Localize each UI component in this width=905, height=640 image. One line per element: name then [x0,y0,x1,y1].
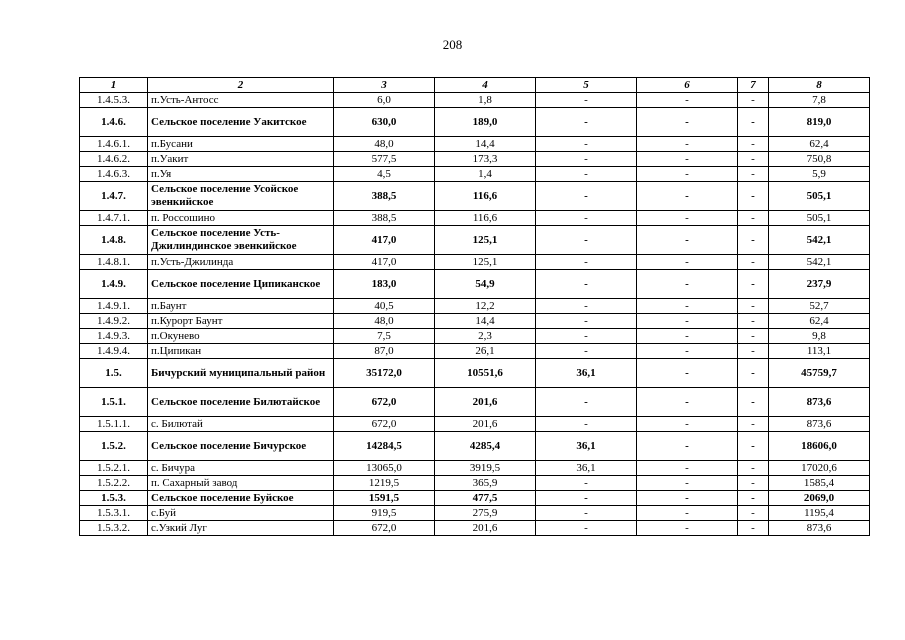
cell-col4: 125,1 [435,226,536,255]
row-code: 1.4.9.3. [80,329,148,344]
cell-col7: - [738,182,769,211]
row-name: п. Россошино [148,211,334,226]
row-code: 1.5.2.1. [80,461,148,476]
cell-col3: 672,0 [334,388,435,417]
table-row [80,137,870,152]
row-code: 1.4.9.4. [80,344,148,359]
cell-col6: - [637,329,738,344]
cell-col7: - [738,521,769,536]
cell-col4: 1,8 [435,93,536,108]
row-name: Сельское поселение Уакитское [148,108,334,137]
cell-col3: 388,5 [334,211,435,226]
cell-col6: - [637,461,738,476]
table-row [80,506,870,521]
cell-col3: 7,5 [334,329,435,344]
row-code: 1.4.6. [80,108,148,137]
table-row [80,491,870,506]
cell-col6: - [637,167,738,182]
cell-col7: - [738,226,769,255]
column-header: 5 [536,78,637,93]
cell-col5: - [536,108,637,137]
cell-col8: 62,4 [769,137,870,152]
cell-col3: 919,5 [334,506,435,521]
table-row [80,314,870,329]
cell-col8: 17020,6 [769,461,870,476]
cell-col6: - [637,182,738,211]
cell-col5: 36,1 [536,359,637,388]
cell-col5: - [536,226,637,255]
row-name: с. Билютай [148,417,334,432]
row-code: 1.5. [80,359,148,388]
cell-col3: 6,0 [334,93,435,108]
cell-col6: - [637,417,738,432]
page-number: 208 [442,37,463,52]
cell-col8: 237,9 [769,270,870,299]
cell-col8: 62,4 [769,314,870,329]
row-code: 1.4.8.1. [80,255,148,270]
cell-col4: 173,3 [435,152,536,167]
cell-col8: 18606,0 [769,432,870,461]
cell-col8: 45759,7 [769,359,870,388]
table-row [80,359,870,388]
cell-col8: 750,8 [769,152,870,167]
row-name: Сельское поселение Билютайское [148,388,334,417]
row-name: Сельское поселение Усойское эвенкийское [148,182,334,211]
cell-col7: - [738,314,769,329]
table-header-row [80,78,870,93]
cell-col5: - [536,152,637,167]
cell-col4: 275,9 [435,506,536,521]
cell-col7: - [738,432,769,461]
cell-col8: 113,1 [769,344,870,359]
row-code: 1.4.9.1. [80,299,148,314]
table-row [80,329,870,344]
row-code: 1.5.2. [80,432,148,461]
cell-col5: - [536,167,637,182]
table-row [80,476,870,491]
cell-col6: - [637,211,738,226]
cell-col7: - [738,167,769,182]
cell-col4: 201,6 [435,521,536,536]
table-row [80,388,870,417]
cell-col3: 577,5 [334,152,435,167]
cell-col5: - [536,388,637,417]
cell-col8: 5,9 [769,167,870,182]
cell-col5: - [536,299,637,314]
table-row [80,255,870,270]
column-header: 7 [738,78,769,93]
cell-col4: 54,9 [435,270,536,299]
cell-col7: - [738,255,769,270]
cell-col8: 542,1 [769,255,870,270]
cell-col4: 1,4 [435,167,536,182]
row-code: 1.5.3.1. [80,506,148,521]
row-code: 1.4.5.3. [80,93,148,108]
cell-col5: - [536,182,637,211]
cell-col4: 3919,5 [435,461,536,476]
row-code: 1.4.6.1. [80,137,148,152]
cell-col7: - [738,344,769,359]
table-row [80,167,870,182]
table-row [80,521,870,536]
cell-col7: - [738,359,769,388]
cell-col4: 14,4 [435,314,536,329]
cell-col7: - [738,506,769,521]
cell-col7: - [738,211,769,226]
cell-col8: 873,6 [769,388,870,417]
cell-col8: 52,7 [769,299,870,314]
table-row [80,432,870,461]
cell-col3: 417,0 [334,255,435,270]
cell-col3: 40,5 [334,299,435,314]
row-name: п.Усть-Джилинда [148,255,334,270]
cell-col6: - [637,491,738,506]
cell-col3: 672,0 [334,417,435,432]
column-header: 4 [435,78,536,93]
row-name: п.Усть-Антосс [148,93,334,108]
row-code: 1.5.1.1. [80,417,148,432]
cell-col4: 116,6 [435,211,536,226]
row-name: п. Сахарный завод [148,476,334,491]
cell-col7: - [738,299,769,314]
cell-col7: - [738,476,769,491]
row-code: 1.4.9. [80,270,148,299]
cell-col5: - [536,521,637,536]
cell-col5: 36,1 [536,432,637,461]
column-header: 8 [769,78,870,93]
cell-col4: 125,1 [435,255,536,270]
row-name: п.Ципикан [148,344,334,359]
cell-col3: 672,0 [334,521,435,536]
cell-col6: - [637,344,738,359]
cell-col4: 201,6 [435,388,536,417]
cell-col3: 417,0 [334,226,435,255]
cell-col5: - [536,211,637,226]
row-code: 1.4.7. [80,182,148,211]
cell-col5: - [536,314,637,329]
cell-col6: - [637,359,738,388]
cell-col3: 48,0 [334,314,435,329]
row-name: Сельское поселение Ципиканское [148,270,334,299]
table-row [80,344,870,359]
table-row [80,461,870,476]
cell-col7: - [738,270,769,299]
cell-col7: - [738,329,769,344]
row-name: Сельское поселение Усть-Джилиндинское эвенкийское [148,226,334,255]
row-code: 1.5.3.2. [80,521,148,536]
row-code: 1.4.8. [80,226,148,255]
row-name: п.Баунт [148,299,334,314]
cell-col6: - [637,388,738,417]
row-code: 1.4.6.2. [80,152,148,167]
cell-col3: 48,0 [334,137,435,152]
cell-col4: 116,6 [435,182,536,211]
cell-col6: - [637,314,738,329]
cell-col3: 183,0 [334,270,435,299]
cell-col3: 388,5 [334,182,435,211]
cell-col5: - [536,506,637,521]
cell-col4: 10551,6 [435,359,536,388]
cell-col4: 201,6 [435,417,536,432]
table-row [80,93,870,108]
cell-col3: 87,0 [334,344,435,359]
row-name: п.Бусани [148,137,334,152]
row-name: с.Узкий Луг [148,521,334,536]
cell-col6: - [637,93,738,108]
cell-col8: 1585,4 [769,476,870,491]
cell-col6: - [637,226,738,255]
column-header: 1 [80,78,148,93]
cell-col7: - [738,461,769,476]
cell-col8: 505,1 [769,182,870,211]
row-name: п.Окунево [148,329,334,344]
cell-col5: 36,1 [536,461,637,476]
cell-col5: - [536,417,637,432]
table-row [80,417,870,432]
cell-col8: 873,6 [769,521,870,536]
row-code: 1.5.2.2. [80,476,148,491]
table-row [80,211,870,226]
cell-col7: - [738,108,769,137]
cell-col6: - [637,521,738,536]
cell-col7: - [738,152,769,167]
row-name: с. Бичура [148,461,334,476]
cell-col4: 26,1 [435,344,536,359]
cell-col3: 4,5 [334,167,435,182]
cell-col4: 189,0 [435,108,536,137]
table-row [80,226,870,255]
cell-col6: - [637,270,738,299]
row-code: 1.4.7.1. [80,211,148,226]
row-name: п.Уя [148,167,334,182]
cell-col4: 365,9 [435,476,536,491]
cell-col3: 1591,5 [334,491,435,506]
column-header: 2 [148,78,334,93]
cell-col5: - [536,329,637,344]
cell-col8: 2069,0 [769,491,870,506]
cell-col3: 630,0 [334,108,435,137]
table-row [80,299,870,314]
cell-col5: - [536,344,637,359]
cell-col7: - [738,417,769,432]
cell-col5: - [536,137,637,152]
cell-col6: - [637,476,738,491]
cell-col8: 819,0 [769,108,870,137]
cell-col8: 1195,4 [769,506,870,521]
cell-col4: 477,5 [435,491,536,506]
row-name: п.Уакит [148,152,334,167]
cell-col3: 1219,5 [334,476,435,491]
cell-col5: - [536,491,637,506]
cell-col7: - [738,137,769,152]
table-row [80,270,870,299]
cell-col8: 505,1 [769,211,870,226]
column-header: 6 [637,78,738,93]
data-table [79,77,870,536]
row-name: с.Буй [148,506,334,521]
row-code: 1.5.3. [80,491,148,506]
cell-col8: 542,1 [769,226,870,255]
cell-col6: - [637,506,738,521]
cell-col6: - [637,152,738,167]
cell-col3: 35172,0 [334,359,435,388]
row-name: п.Курорт Баунт [148,314,334,329]
cell-col4: 14,4 [435,137,536,152]
cell-col6: - [637,255,738,270]
cell-col6: - [637,432,738,461]
table-row [80,108,870,137]
row-name: Сельское поселение Буйское [148,491,334,506]
table-row [80,152,870,167]
cell-col5: - [536,476,637,491]
cell-col7: - [738,491,769,506]
cell-col4: 4285,4 [435,432,536,461]
cell-col6: - [637,137,738,152]
row-name: Сельское поселение Бичурское [148,432,334,461]
cell-col3: 14284,5 [334,432,435,461]
cell-col6: - [637,299,738,314]
cell-col8: 9,8 [769,329,870,344]
row-code: 1.5.1. [80,388,148,417]
cell-col8: 7,8 [769,93,870,108]
cell-col5: - [536,270,637,299]
cell-col3: 13065,0 [334,461,435,476]
row-code: 1.4.6.3. [80,167,148,182]
cell-col6: - [637,108,738,137]
row-name: Бичурский муниципальный район [148,359,334,388]
cell-col5: - [536,255,637,270]
column-header: 3 [334,78,435,93]
cell-col4: 12,2 [435,299,536,314]
cell-col5: - [536,93,637,108]
table-row [80,182,870,211]
cell-col7: - [738,388,769,417]
cell-col7: - [738,93,769,108]
row-code: 1.4.9.2. [80,314,148,329]
cell-col8: 873,6 [769,417,870,432]
cell-col4: 2,3 [435,329,536,344]
